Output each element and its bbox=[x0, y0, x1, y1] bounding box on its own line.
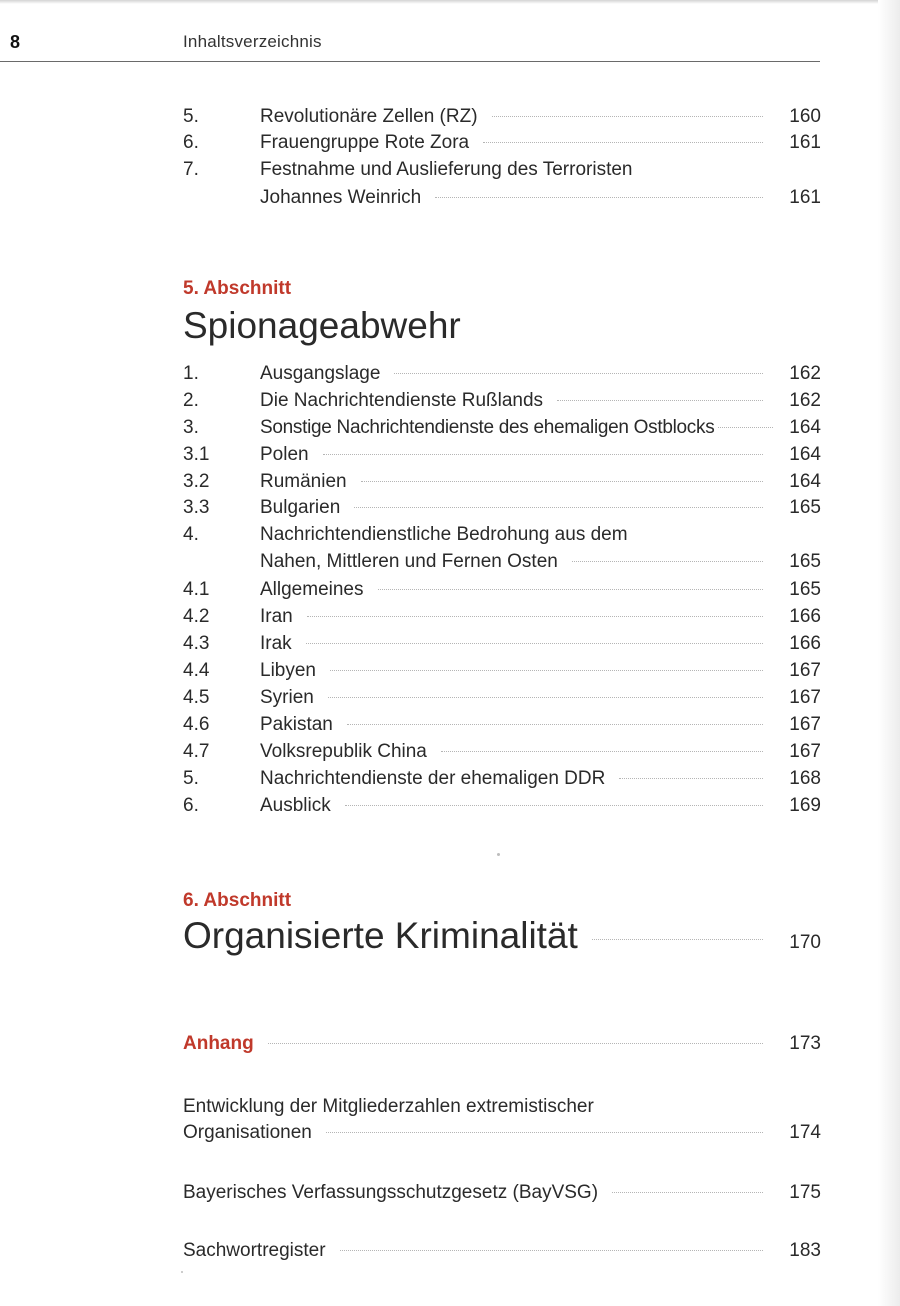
toc-entry-title: Polen bbox=[260, 444, 309, 465]
toc-entry-title: Iran bbox=[260, 606, 293, 627]
toc-entry[interactable] bbox=[183, 685, 821, 711]
toc-entry-page: 166 bbox=[789, 633, 821, 654]
toc-entry-page: 173 bbox=[789, 1033, 821, 1054]
toc-entry-page: 166 bbox=[789, 606, 821, 627]
toc-entry-number: 4.4 bbox=[183, 660, 210, 681]
page-number: 8 bbox=[10, 32, 21, 52]
section-title: Spionageabwehr bbox=[183, 305, 461, 346]
leader-dots bbox=[361, 481, 763, 482]
leader-dots bbox=[323, 454, 763, 455]
toc-entry[interactable] bbox=[183, 577, 821, 603]
leader-dots bbox=[492, 116, 763, 117]
leader-dots bbox=[330, 670, 763, 671]
page-edge-shadow bbox=[878, 0, 900, 1306]
toc-entry-number: 4.2 bbox=[183, 606, 210, 627]
toc-entry[interactable] bbox=[183, 522, 821, 548]
leader-dots bbox=[435, 197, 763, 198]
section-label: 5. Abschnitt bbox=[183, 278, 292, 299]
toc-entry-page: 167 bbox=[789, 660, 821, 681]
toc-entry-page: 167 bbox=[789, 687, 821, 708]
toc-entry[interactable] bbox=[183, 712, 821, 738]
leader-dots bbox=[347, 724, 763, 725]
toc-entry-title-line2: Organisationen bbox=[183, 1122, 312, 1143]
leader-dots bbox=[354, 507, 763, 508]
toc-entry-page: 168 bbox=[789, 768, 821, 789]
toc-entry[interactable] bbox=[183, 388, 821, 414]
toc-entry-page: 175 bbox=[789, 1182, 821, 1203]
toc-entry-title: Die Nachrichtendienste Rußlands bbox=[260, 390, 544, 411]
running-header: Inhaltsverzeichnis bbox=[183, 32, 322, 51]
toc-entry[interactable] bbox=[183, 130, 821, 156]
toc-entry-title-line2: Nahen, Mittleren und Fernen Osten bbox=[260, 551, 558, 572]
leader-dots bbox=[394, 373, 763, 374]
toc-entry-page: 161 bbox=[789, 132, 821, 153]
toc-entry[interactable] bbox=[183, 361, 821, 387]
header-rule bbox=[0, 61, 820, 62]
toc-entry-title: Frauengruppe Rote Zora bbox=[260, 132, 470, 153]
toc-entry-page: 164 bbox=[789, 471, 821, 492]
toc-entry-page: 160 bbox=[789, 106, 821, 127]
toc-entry[interactable] bbox=[183, 415, 821, 441]
toc-entry[interactable] bbox=[183, 495, 821, 521]
toc-entry-title: Libyen bbox=[260, 660, 316, 681]
toc-entry[interactable] bbox=[183, 157, 821, 183]
toc-entry-number: 6. bbox=[183, 795, 199, 816]
toc-entry-number: 3.3 bbox=[183, 497, 210, 518]
toc-entry-title: Syrien bbox=[260, 687, 314, 708]
leader-dots bbox=[326, 1132, 763, 1133]
toc-entry-title: Nachrichtendienstliche Bedrohung aus dem bbox=[260, 524, 628, 545]
toc-entry-number: 1. bbox=[183, 363, 199, 384]
toc-entry-number: 4.6 bbox=[183, 714, 210, 735]
toc-entry-title: Festnahme und Auslieferung des Terroristen bbox=[260, 159, 633, 180]
toc-entry-title: Irak bbox=[260, 633, 292, 654]
toc-entry-title: Allgemeines bbox=[260, 579, 364, 600]
leader-dots bbox=[345, 805, 763, 806]
toc-entry-major[interactable] bbox=[183, 915, 821, 957]
toc-entry-number: 5. bbox=[183, 768, 199, 789]
toc-entry-number: 2. bbox=[183, 390, 199, 411]
toc-entry-number: 5. bbox=[183, 106, 199, 127]
toc-entry-page: 161 bbox=[789, 187, 821, 208]
toc-entry[interactable] bbox=[183, 1182, 821, 1204]
toc-entry-number: 7. bbox=[183, 159, 199, 180]
scan-speck bbox=[181, 1271, 183, 1273]
toc-entry-title: Pakistan bbox=[260, 714, 333, 735]
toc-entry-number: 4.1 bbox=[183, 579, 210, 600]
toc-entry-number: 4.3 bbox=[183, 633, 210, 654]
toc-entry[interactable] bbox=[183, 104, 821, 130]
toc-entry-number: 6. bbox=[183, 132, 199, 153]
toc-entry-page: 167 bbox=[789, 714, 821, 735]
leader-dots bbox=[268, 1043, 763, 1044]
leader-dots bbox=[340, 1250, 763, 1251]
scan-speck bbox=[497, 853, 500, 856]
leader-dots bbox=[557, 400, 763, 401]
leader-dots bbox=[307, 616, 763, 617]
toc-entry[interactable] bbox=[183, 739, 821, 765]
toc-entry-title-line2: Johannes Weinrich bbox=[260, 187, 422, 208]
appendix-title: Anhang bbox=[183, 1033, 254, 1054]
toc-entry-page: 165 bbox=[789, 497, 821, 518]
toc-entry[interactable] bbox=[183, 604, 821, 630]
leader-dots bbox=[378, 589, 764, 590]
toc-entry[interactable] bbox=[183, 766, 821, 792]
toc-entry[interactable] bbox=[183, 1122, 821, 1144]
toc-entry-title: Nachrichtendienste der ehemaligen DDR bbox=[260, 768, 606, 789]
toc-entry-continued[interactable] bbox=[183, 185, 821, 211]
leader-dots bbox=[483, 142, 763, 143]
toc-entry-title: Sachwortregister bbox=[183, 1240, 326, 1261]
toc-entry-number: 3. bbox=[183, 417, 199, 438]
toc-entry-number: 3.1 bbox=[183, 444, 210, 465]
leader-dots bbox=[572, 561, 763, 562]
toc-entry[interactable] bbox=[183, 442, 821, 468]
page-top-edge bbox=[0, 0, 900, 4]
toc-entry[interactable] bbox=[183, 658, 821, 684]
toc-entry-page: 174 bbox=[789, 1122, 821, 1143]
toc-entry-continued[interactable] bbox=[183, 549, 821, 575]
leader-dots bbox=[441, 751, 763, 752]
toc-entry-title: Bulgarien bbox=[260, 497, 341, 518]
leader-dots bbox=[619, 778, 763, 779]
toc-entry-title: Rumänien bbox=[260, 471, 347, 492]
toc-entry[interactable] bbox=[183, 631, 821, 657]
toc-entry-title: Bayerisches Verfassungsschutzgesetz (BayVSG) bbox=[183, 1182, 599, 1203]
toc-entry-title[interactable]: Entwicklung der Mitgliederzahlen extremistischer bbox=[183, 1096, 594, 1117]
toc-entry-major[interactable] bbox=[183, 1033, 821, 1055]
toc-entry-page: 169 bbox=[789, 795, 821, 816]
toc-entry-number: 4.5 bbox=[183, 687, 210, 708]
toc-entry-page: 164 bbox=[789, 417, 821, 438]
toc-entry-page: 165 bbox=[789, 551, 821, 572]
toc-entry[interactable] bbox=[183, 793, 821, 819]
toc-entry-title: Volksrepublik China bbox=[260, 741, 427, 762]
toc-entry-number: 4. bbox=[183, 524, 199, 545]
toc-entry-page: 162 bbox=[789, 363, 821, 384]
leader-dots bbox=[306, 643, 763, 644]
leader-dots bbox=[328, 697, 763, 698]
section-label: 6. Abschnitt bbox=[183, 890, 292, 911]
leader-dots bbox=[592, 939, 763, 940]
toc-entry-page: 167 bbox=[789, 741, 821, 762]
section-title: Organisierte Kriminalität bbox=[183, 915, 578, 956]
toc-entry-title: Ausgangslage bbox=[260, 363, 381, 384]
toc-entry-title: Sonstige Nachrichtendienste des ehemaligen Ostblocks bbox=[260, 417, 715, 438]
toc-entry-page: 162 bbox=[789, 390, 821, 411]
toc-entry[interactable] bbox=[183, 469, 821, 495]
toc-entry-page: 165 bbox=[789, 579, 821, 600]
toc-entry-page: 183 bbox=[789, 1240, 821, 1261]
toc-entry[interactable] bbox=[183, 1240, 821, 1262]
toc-entry-title: Revolutionäre Zellen (RZ) bbox=[260, 106, 478, 127]
toc-entry-number: 4.7 bbox=[183, 741, 210, 762]
toc-entry-title: Ausblick bbox=[260, 795, 331, 816]
leader-dots bbox=[612, 1192, 763, 1193]
leader-dots bbox=[718, 427, 773, 428]
toc-entry-page: 164 bbox=[789, 444, 821, 465]
toc-entry-number: 3.2 bbox=[183, 471, 210, 492]
toc-entry-page: 170 bbox=[789, 932, 821, 953]
